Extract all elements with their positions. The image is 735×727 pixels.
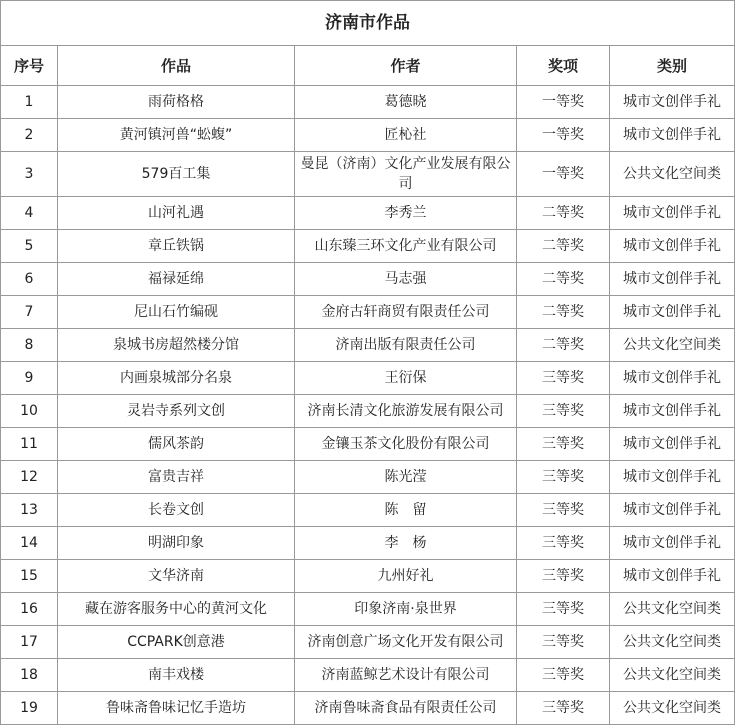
cell-author: 曼昆（济南）文化产业发展有限公司	[295, 152, 517, 197]
cell-index: 15	[1, 560, 58, 593]
table-title: 济南市作品	[1, 1, 735, 46]
table-body	[1, 86, 735, 725]
cell-index: 2	[1, 119, 58, 152]
cell-work: 内画泉城部分名泉	[58, 362, 295, 395]
cell-award: 三等奖	[517, 593, 610, 626]
cell-author: 山东臻三环文化产业有限公司	[295, 230, 517, 263]
header-category: 类别	[610, 46, 735, 86]
cell-index: 16	[1, 593, 58, 626]
cell-category: 城市文创伴手礼	[610, 461, 735, 494]
cell-category: 城市文创伴手礼	[610, 362, 735, 395]
cell-author: 九州好礼	[295, 560, 517, 593]
cell-index: 8	[1, 329, 58, 362]
header-work: 作品	[58, 46, 295, 86]
cell-award: 一等奖	[517, 86, 610, 119]
cell-category: 公共文化空间类	[610, 626, 735, 659]
cell-category: 公共文化空间类	[610, 593, 735, 626]
table-row	[1, 428, 735, 461]
header-row	[1, 46, 735, 86]
cell-author: 王衍保	[295, 362, 517, 395]
cell-work: 章丘铁锅	[58, 230, 295, 263]
cell-category: 城市文创伴手礼	[610, 230, 735, 263]
table-row	[1, 119, 735, 152]
cell-work: 雨荷格格	[58, 86, 295, 119]
cell-index: 18	[1, 659, 58, 692]
cell-award: 三等奖	[517, 692, 610, 725]
table-row	[1, 197, 735, 230]
cell-author: 金镶玉茶文化股份有限公司	[295, 428, 517, 461]
cell-award: 一等奖	[517, 119, 610, 152]
cell-index: 12	[1, 461, 58, 494]
cell-award: 三等奖	[517, 527, 610, 560]
cell-author: 金府古轩商贸有限责任公司	[295, 296, 517, 329]
cell-index: 6	[1, 263, 58, 296]
cell-award: 三等奖	[517, 395, 610, 428]
cell-index: 10	[1, 395, 58, 428]
table-row	[1, 659, 735, 692]
cell-award: 三等奖	[517, 659, 610, 692]
cell-work: 黄河镇河兽“蚣蝮”	[58, 119, 295, 152]
table-row	[1, 527, 735, 560]
table-row	[1, 593, 735, 626]
table-row	[1, 329, 735, 362]
cell-category: 公共文化空间类	[610, 152, 735, 197]
header-award: 奖项	[517, 46, 610, 86]
cell-author: 匠杺社	[295, 119, 517, 152]
cell-category: 城市文创伴手礼	[610, 197, 735, 230]
cell-index: 3	[1, 152, 58, 197]
cell-category: 城市文创伴手礼	[610, 86, 735, 119]
table-row	[1, 86, 735, 119]
cell-award: 二等奖	[517, 329, 610, 362]
table-row	[1, 362, 735, 395]
title-row	[1, 1, 735, 46]
cell-author: 济南创意广场文化开发有限公司	[295, 626, 517, 659]
table-row	[1, 626, 735, 659]
cell-award: 二等奖	[517, 230, 610, 263]
cell-index: 19	[1, 692, 58, 725]
cell-award: 二等奖	[517, 296, 610, 329]
cell-index: 14	[1, 527, 58, 560]
cell-work: 泉城书房超然楼分馆	[58, 329, 295, 362]
cell-work: 明湖印象	[58, 527, 295, 560]
cell-index: 4	[1, 197, 58, 230]
cell-index: 9	[1, 362, 58, 395]
cell-award: 三等奖	[517, 626, 610, 659]
cell-work: 尼山石竹编砚	[58, 296, 295, 329]
cell-award: 三等奖	[517, 428, 610, 461]
cell-author: 济南出版有限责任公司	[295, 329, 517, 362]
table-row	[1, 692, 735, 725]
table-row	[1, 461, 735, 494]
cell-work: 藏在游客服务中心的黄河文化	[58, 593, 295, 626]
cell-work: 文华济南	[58, 560, 295, 593]
cell-index: 1	[1, 86, 58, 119]
table-row	[1, 230, 735, 263]
cell-award: 三等奖	[517, 461, 610, 494]
cell-award: 一等奖	[517, 152, 610, 197]
table-row	[1, 263, 735, 296]
cell-author: 陈光滢	[295, 461, 517, 494]
cell-category: 城市文创伴手礼	[610, 263, 735, 296]
table-row	[1, 152, 735, 197]
cell-work: 富贵吉祥	[58, 461, 295, 494]
cell-author: 李 杨	[295, 527, 517, 560]
cell-category: 城市文创伴手礼	[610, 395, 735, 428]
cell-index: 13	[1, 494, 58, 527]
cell-index: 5	[1, 230, 58, 263]
cell-index: 7	[1, 296, 58, 329]
cell-work: 福禄延绵	[58, 263, 295, 296]
cell-author: 印象济南·泉世界	[295, 593, 517, 626]
cell-category: 城市文创伴手礼	[610, 527, 735, 560]
cell-category: 公共文化空间类	[610, 329, 735, 362]
header-author: 作者	[295, 46, 517, 86]
header-index: 序号	[1, 46, 58, 86]
cell-work: 山河礼遇	[58, 197, 295, 230]
cell-author: 李秀兰	[295, 197, 517, 230]
cell-index: 11	[1, 428, 58, 461]
cell-work: 灵岩寺系列文创	[58, 395, 295, 428]
cell-category: 城市文创伴手礼	[610, 296, 735, 329]
cell-award: 三等奖	[517, 560, 610, 593]
cell-index: 17	[1, 626, 58, 659]
cell-award: 三等奖	[517, 494, 610, 527]
cell-award: 三等奖	[517, 362, 610, 395]
cell-author: 济南长清文化旅游发展有限公司	[295, 395, 517, 428]
cell-author: 马志强	[295, 263, 517, 296]
cell-work: CCPARK创意港	[58, 626, 295, 659]
table-row	[1, 560, 735, 593]
cell-work: 南丰戏楼	[58, 659, 295, 692]
cell-work: 长卷文创	[58, 494, 295, 527]
cell-work: 儒风茶韵	[58, 428, 295, 461]
cell-author: 济南蓝鲸艺术设计有限公司	[295, 659, 517, 692]
cell-work: 579百工集	[58, 152, 295, 197]
cell-author: 陈 留	[295, 494, 517, 527]
cell-category: 城市文创伴手礼	[610, 560, 735, 593]
table-row	[1, 296, 735, 329]
cell-category: 城市文创伴手礼	[610, 428, 735, 461]
cell-category: 城市文创伴手礼	[610, 119, 735, 152]
cell-work: 鲁味斋鲁味记忆手造坊	[58, 692, 295, 725]
cell-author: 济南鲁味斋食品有限责任公司	[295, 692, 517, 725]
cell-author: 葛德晓	[295, 86, 517, 119]
cell-category: 公共文化空间类	[610, 692, 735, 725]
cell-award: 二等奖	[517, 197, 610, 230]
table-row	[1, 395, 735, 428]
table-row	[1, 494, 735, 527]
cell-category: 城市文创伴手礼	[610, 494, 735, 527]
cell-award: 二等奖	[517, 263, 610, 296]
cell-category: 公共文化空间类	[610, 659, 735, 692]
